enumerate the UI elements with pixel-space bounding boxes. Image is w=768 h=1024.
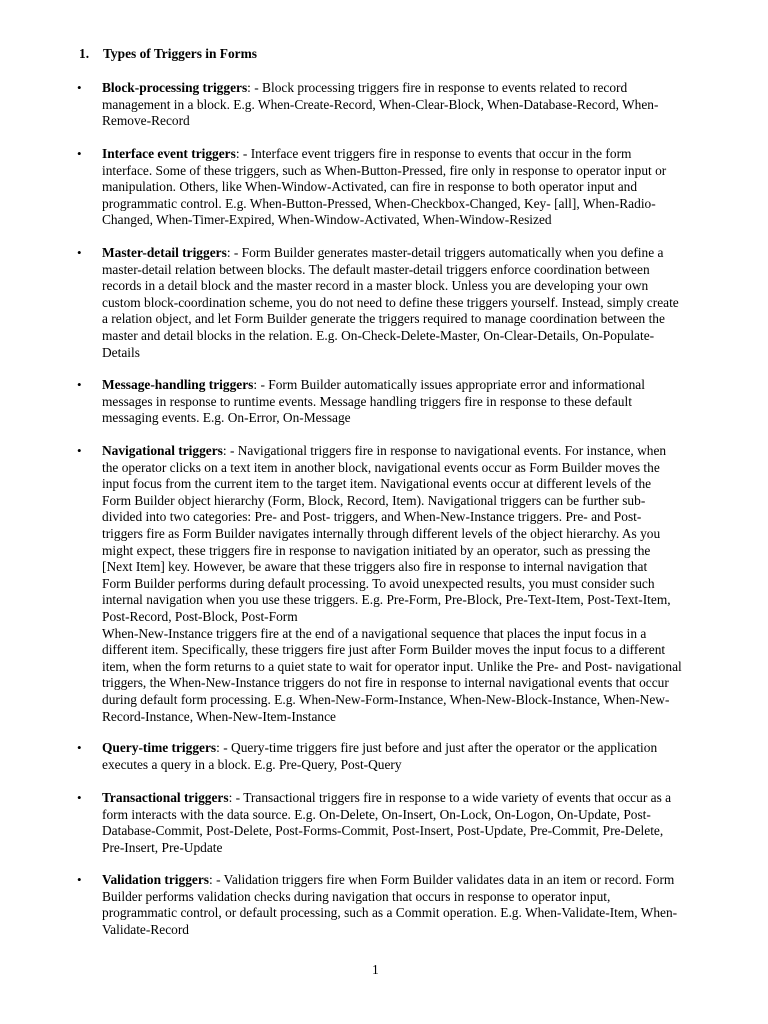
item-text: internal navigation when you use these triggers. E.g. Pre-Form, Pre-Block, Pre-Text-Item, Post-Text-Item,	[102, 592, 671, 608]
bullet-icon: •	[77, 245, 82, 260]
item-text: a relation object, and let Form Builder generate the triggers required to manage coordination between the	[102, 311, 665, 327]
item-text: Post-Record, Post-Block, Post-Form	[102, 608, 298, 624]
item-text: form interacts with the data source. E.g. On-Delete, On-Insert, On-Lock, On-Logon, On-Update, Post-	[102, 806, 651, 822]
item-text: Pre-Insert, Pre-Update	[102, 839, 223, 855]
item-term: Validation triggers	[102, 872, 209, 887]
item-text: Validate-Record	[102, 921, 189, 937]
item-text: : - Block processing triggers fire in response to events related to record	[247, 80, 628, 95]
item-term: Master-detail triggers	[102, 245, 227, 260]
bullet-icon: •	[77, 146, 82, 161]
item-text: Form Builder performs during default processing. To avoid unexpected results, you must consider such	[102, 575, 655, 591]
list-item-validation	[77, 872, 710, 938]
bullet-icon: •	[77, 377, 82, 392]
item-text: programmatic control. E.g. When-Button-Pressed, When-Checkbox-Changed, Key- [all], When-Radio-	[102, 195, 656, 211]
item-text: : - Form Builder automatically issues appropriate error and informational	[253, 377, 645, 392]
item-text: : - Form Builder generates master-detail triggers automatically when you define a	[226, 245, 664, 260]
item-text: custom block-coordination scheme, you do not need to define these triggers yourself. Instead, simply create	[102, 294, 679, 310]
item-text: : - Query-time triggers fire just before and just after the operator or the application	[216, 740, 658, 755]
item-text: Form Builder object hierarchy (Form, Block, Record, Item). Navigational triggers can be further sub-	[102, 492, 646, 508]
item-text: [Next Item] key. However, be aware that these triggers also fire in response to internal navigation that	[102, 559, 648, 575]
item-text: messages in response to runtime events. Message handling triggers fire in response to these default	[102, 393, 632, 409]
bullet-icon: •	[77, 80, 82, 95]
item-text: might expect, these triggers fire in response to navigation initiated by an operator, such as pressing the	[102, 542, 651, 558]
item-text: programmatic control, or default processing, such as a Commit operation. E.g. When-Validate-Item, When-	[102, 905, 678, 921]
item-term: Block-processing triggers	[102, 80, 248, 95]
item-text: : - Transactional triggers fire in response to a wide variety of events that occur as a	[228, 790, 672, 805]
bullet-icon: •	[77, 740, 82, 755]
section-number: 1.	[79, 46, 90, 61]
item-continuation-text: Record-Instance, When-New-Item-Instance	[102, 708, 336, 724]
item-text: Remove-Record	[102, 113, 190, 129]
list-item-block-processing	[77, 80, 710, 130]
item-text: manipulation. Others, like When-Window-Activated, can fire in response to both operator input and	[102, 179, 638, 195]
item-continuation-text: different item. Specifically, these triggers fire just after Form Builder moves the input focus to a different	[102, 642, 666, 658]
item-term: Query-time triggers	[102, 740, 217, 755]
item-continuation-text: item, when the form returns to a quiet state to wait for operator input. Unlike the Pre- and Post- navigational	[102, 658, 682, 674]
bullet-icon: •	[77, 443, 82, 458]
item-text: master-detail relation between blocks. The default master-detail triggers enforce coordination between	[102, 261, 650, 277]
item-term: Navigational triggers	[102, 443, 223, 458]
list-item-query-time	[77, 740, 710, 773]
item-text: management in a block. E.g. When-Create-Record, When-Clear-Block, When-Database-Record, When-	[102, 96, 659, 112]
item-continuation-text: When-New-Instance triggers fire at the end of a navigational sequence that places the input focus in a	[102, 625, 647, 641]
item-text: input focus from the current item to the target item. Navigational events occur at different levels of the	[102, 476, 652, 492]
item-text: : - Interface event triggers fire in response to events that occur in the form	[235, 146, 632, 161]
item-text: records in a detail block and the master record in a master block. Unless you are developing your own	[102, 278, 649, 294]
item-text: : - Navigational triggers fire in response to navigational events. For instance, when	[222, 443, 667, 458]
item-continuation-text: during default form processing. E.g. When-New-Form-Instance, When-New-Block-Instance, When-New-	[102, 691, 670, 707]
item-text: divided into two categories: Pre- and Post- triggers, and When-New-Instance triggers. Pre- and Post-	[102, 509, 642, 525]
list-item-interface-event	[77, 146, 710, 229]
page-number: 1	[372, 962, 379, 977]
item-term: Transactional triggers	[102, 790, 229, 805]
bullet-icon: •	[77, 872, 82, 887]
item-text: : - Validation triggers fire when Form Builder validates data in an item or record. Form	[209, 872, 675, 887]
item-text: the operator clicks on a text item in another block, navigational events occur as Form Builder moves the	[102, 459, 660, 475]
item-text: executes a query in a block. E.g. Pre-Query, Post-Query	[102, 756, 402, 772]
item-continuation-text: triggers, the When-New-Instance triggers do not fire in response to internal navigational events that occur	[102, 675, 669, 691]
section-title: Types of Triggers in Forms	[103, 46, 257, 61]
item-text: master and detail blocks in the relation. E.g. On-Check-Delete-Master, On-Clear-Details, On-Populate-	[102, 327, 655, 343]
list-item-transactional	[77, 790, 710, 856]
list-item-navigational	[77, 443, 710, 725]
bullet-icon: •	[77, 790, 82, 805]
item-text: messaging events. E.g. On-Error, On-Message	[102, 410, 351, 426]
item-text: interface. Some of these triggers, such as When-Button-Pressed, fire only in response to operator input or	[102, 162, 667, 178]
item-text: Changed, When-Timer-Expired, When-Window-Activated, When-Window-Resized	[102, 212, 552, 228]
section-heading	[79, 45, 257, 62]
item-text: Builder performs validation checks during navigation that occurs in response to operator input,	[102, 888, 611, 904]
item-text: triggers fire as Form Builder navigates internally through different levels of the object hierarchy. As you	[102, 525, 661, 541]
item-text: Details	[102, 344, 140, 360]
item-term: Interface event triggers	[102, 146, 236, 161]
list-item-master-detail	[77, 245, 710, 361]
item-term: Message-handling triggers	[102, 377, 254, 392]
item-text: Database-Commit, Post-Delete, Post-Forms-Commit, Post-Insert, Post-Update, Pre-Commit, Pre-Delete,	[102, 823, 664, 839]
list-item-message-handling	[77, 377, 710, 427]
